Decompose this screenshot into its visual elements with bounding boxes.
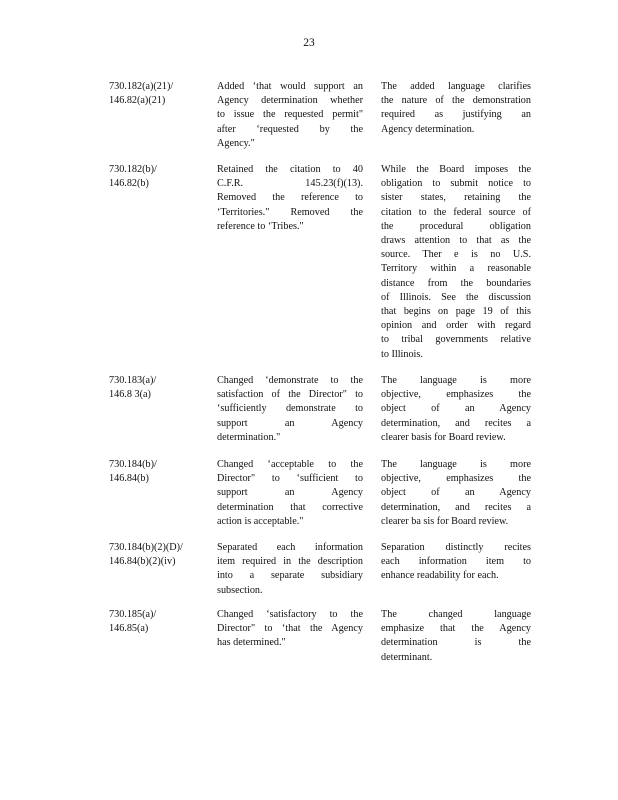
text-line: into a separate subsidiary [217,570,363,582]
text-line: 146.82(a)(21) [109,95,166,107]
text-line: Retained the citation to 40 [217,164,363,175]
text-line: 730.184(b)(2)(D)/ [109,542,183,553]
section-cell [109,608,199,636]
text-line: objective, emphasizes the [381,473,531,485]
text-line: 146.84(b)(2)(iv) [109,556,176,568]
page-number: 23 [303,37,315,49]
text-line: 146.84(b) [109,473,149,485]
text-line: support an Agency [217,487,363,499]
text-line: required as justifying an [381,109,531,121]
text-line: to issue the requested permit" [217,109,363,121]
text-line: determination, and recites a [381,501,531,513]
text-line: reference to ‘Tribes." [217,220,304,232]
text-line: clearer basis for Board review. [381,431,506,443]
text-line: obligation to submit notice to [381,178,531,190]
section-cell [109,374,199,402]
text-line: object of an Agency [381,487,531,499]
change-cell [217,458,363,529]
text-line: support an Agency [217,417,363,429]
change-cell [217,374,363,445]
text-line: ‘sufficiently demonstrate to [217,403,363,415]
text-line: of Illinois. See the discussion [381,291,531,303]
text-line: determination is the [381,637,531,649]
text-line: 730.184(b)/ [109,459,157,470]
text-line: after ‘requested by the [217,123,363,135]
reason-cell [381,541,531,584]
text-line: 730.182(a)(21)/ [109,81,174,92]
text-line: the nature of the demonstration [381,95,531,107]
change-cell [217,608,363,651]
text-line: each information item to [381,556,531,568]
text-line: 146.85(a) [109,623,149,635]
text-line: Director" to ‘sufficient to [217,473,363,485]
text-line: While the Board imposes the [381,164,531,175]
text-line: draws attention to that as the [381,235,531,247]
text-line: source. Ther e is no U.S. [381,249,531,261]
text-line: objective, emphasizes the [381,389,531,401]
text-line: emphasize that the Agency [381,623,531,635]
text-line: Agency determination. [381,123,475,135]
text-line: Separation distinctly recites [381,542,531,553]
text-line: Changed ‘acceptable to the [217,459,363,470]
text-line: Agency determination whether [217,95,363,107]
text-line: The language is more [381,375,531,386]
text-line: that begins on page 19 of this [381,306,531,318]
change-cell [217,541,363,598]
section-cell [109,163,199,191]
text-line: 730.185(a)/ [109,609,157,620]
text-line: the procedural obligation [381,220,531,232]
text-line: Agency." [217,137,255,149]
text-line: 146.8 3(a) [109,389,151,401]
text-line: determination that corrective [217,501,363,513]
text-line: to Illinois. [381,348,423,360]
text-line: Changed ‘satisfactory to the [217,609,363,620]
text-line: Director" to ‘that the Agency [217,623,363,635]
text-line: 146.82(b) [109,178,149,190]
text-line: satisfaction of the Director" to [217,389,363,401]
text-line: C.F.R. 145.23(f)(13). [217,178,363,190]
text-line: Removed the reference to [217,192,363,204]
section-cell [109,80,199,108]
text-line: citation to the federal source of [381,206,531,218]
text-line: subsection. [217,584,263,596]
text-line: to tribal governments relative [381,334,531,346]
text-line: enhance readability for each. [381,570,499,582]
text-line: distance from the boundaries [381,277,531,289]
reason-cell [381,163,531,362]
text-line: The language is more [381,459,531,470]
text-line: determination." [217,431,281,443]
text-line: Added ‘that would support an [217,81,363,92]
text-line: Changed ‘demonstrate to the [217,375,363,386]
text-line: Separated each information [217,542,363,553]
text-line: The added language clarifies [381,81,531,92]
reason-cell [381,374,531,445]
text-line: opinion and order with regard [381,320,531,332]
change-cell [217,80,363,151]
text-line: Territory within a reasonable [381,263,531,275]
section-cell [109,458,199,486]
text-line: item required in the description [217,556,363,568]
section-cell [109,541,199,569]
reason-cell [381,80,531,137]
text-line: determinant. [381,651,433,663]
reason-cell [381,608,531,665]
text-line: 730.182(b)/ [109,164,157,175]
text-line: action is acceptable." [217,515,304,527]
text-line: 730.183(a)/ [109,375,157,386]
text-line: object of an Agency [381,403,531,415]
text-line: sister states, retaining the [381,192,531,204]
text-line: clearer ba sis for Board review. [381,515,509,527]
change-cell [217,163,363,234]
text-line: The changed language [381,609,531,620]
text-line: determination, and recites a [381,417,531,429]
reason-cell [381,458,531,529]
text-line: ‘Territories." Removed the [217,206,363,218]
text-line: has determined." [217,637,286,649]
